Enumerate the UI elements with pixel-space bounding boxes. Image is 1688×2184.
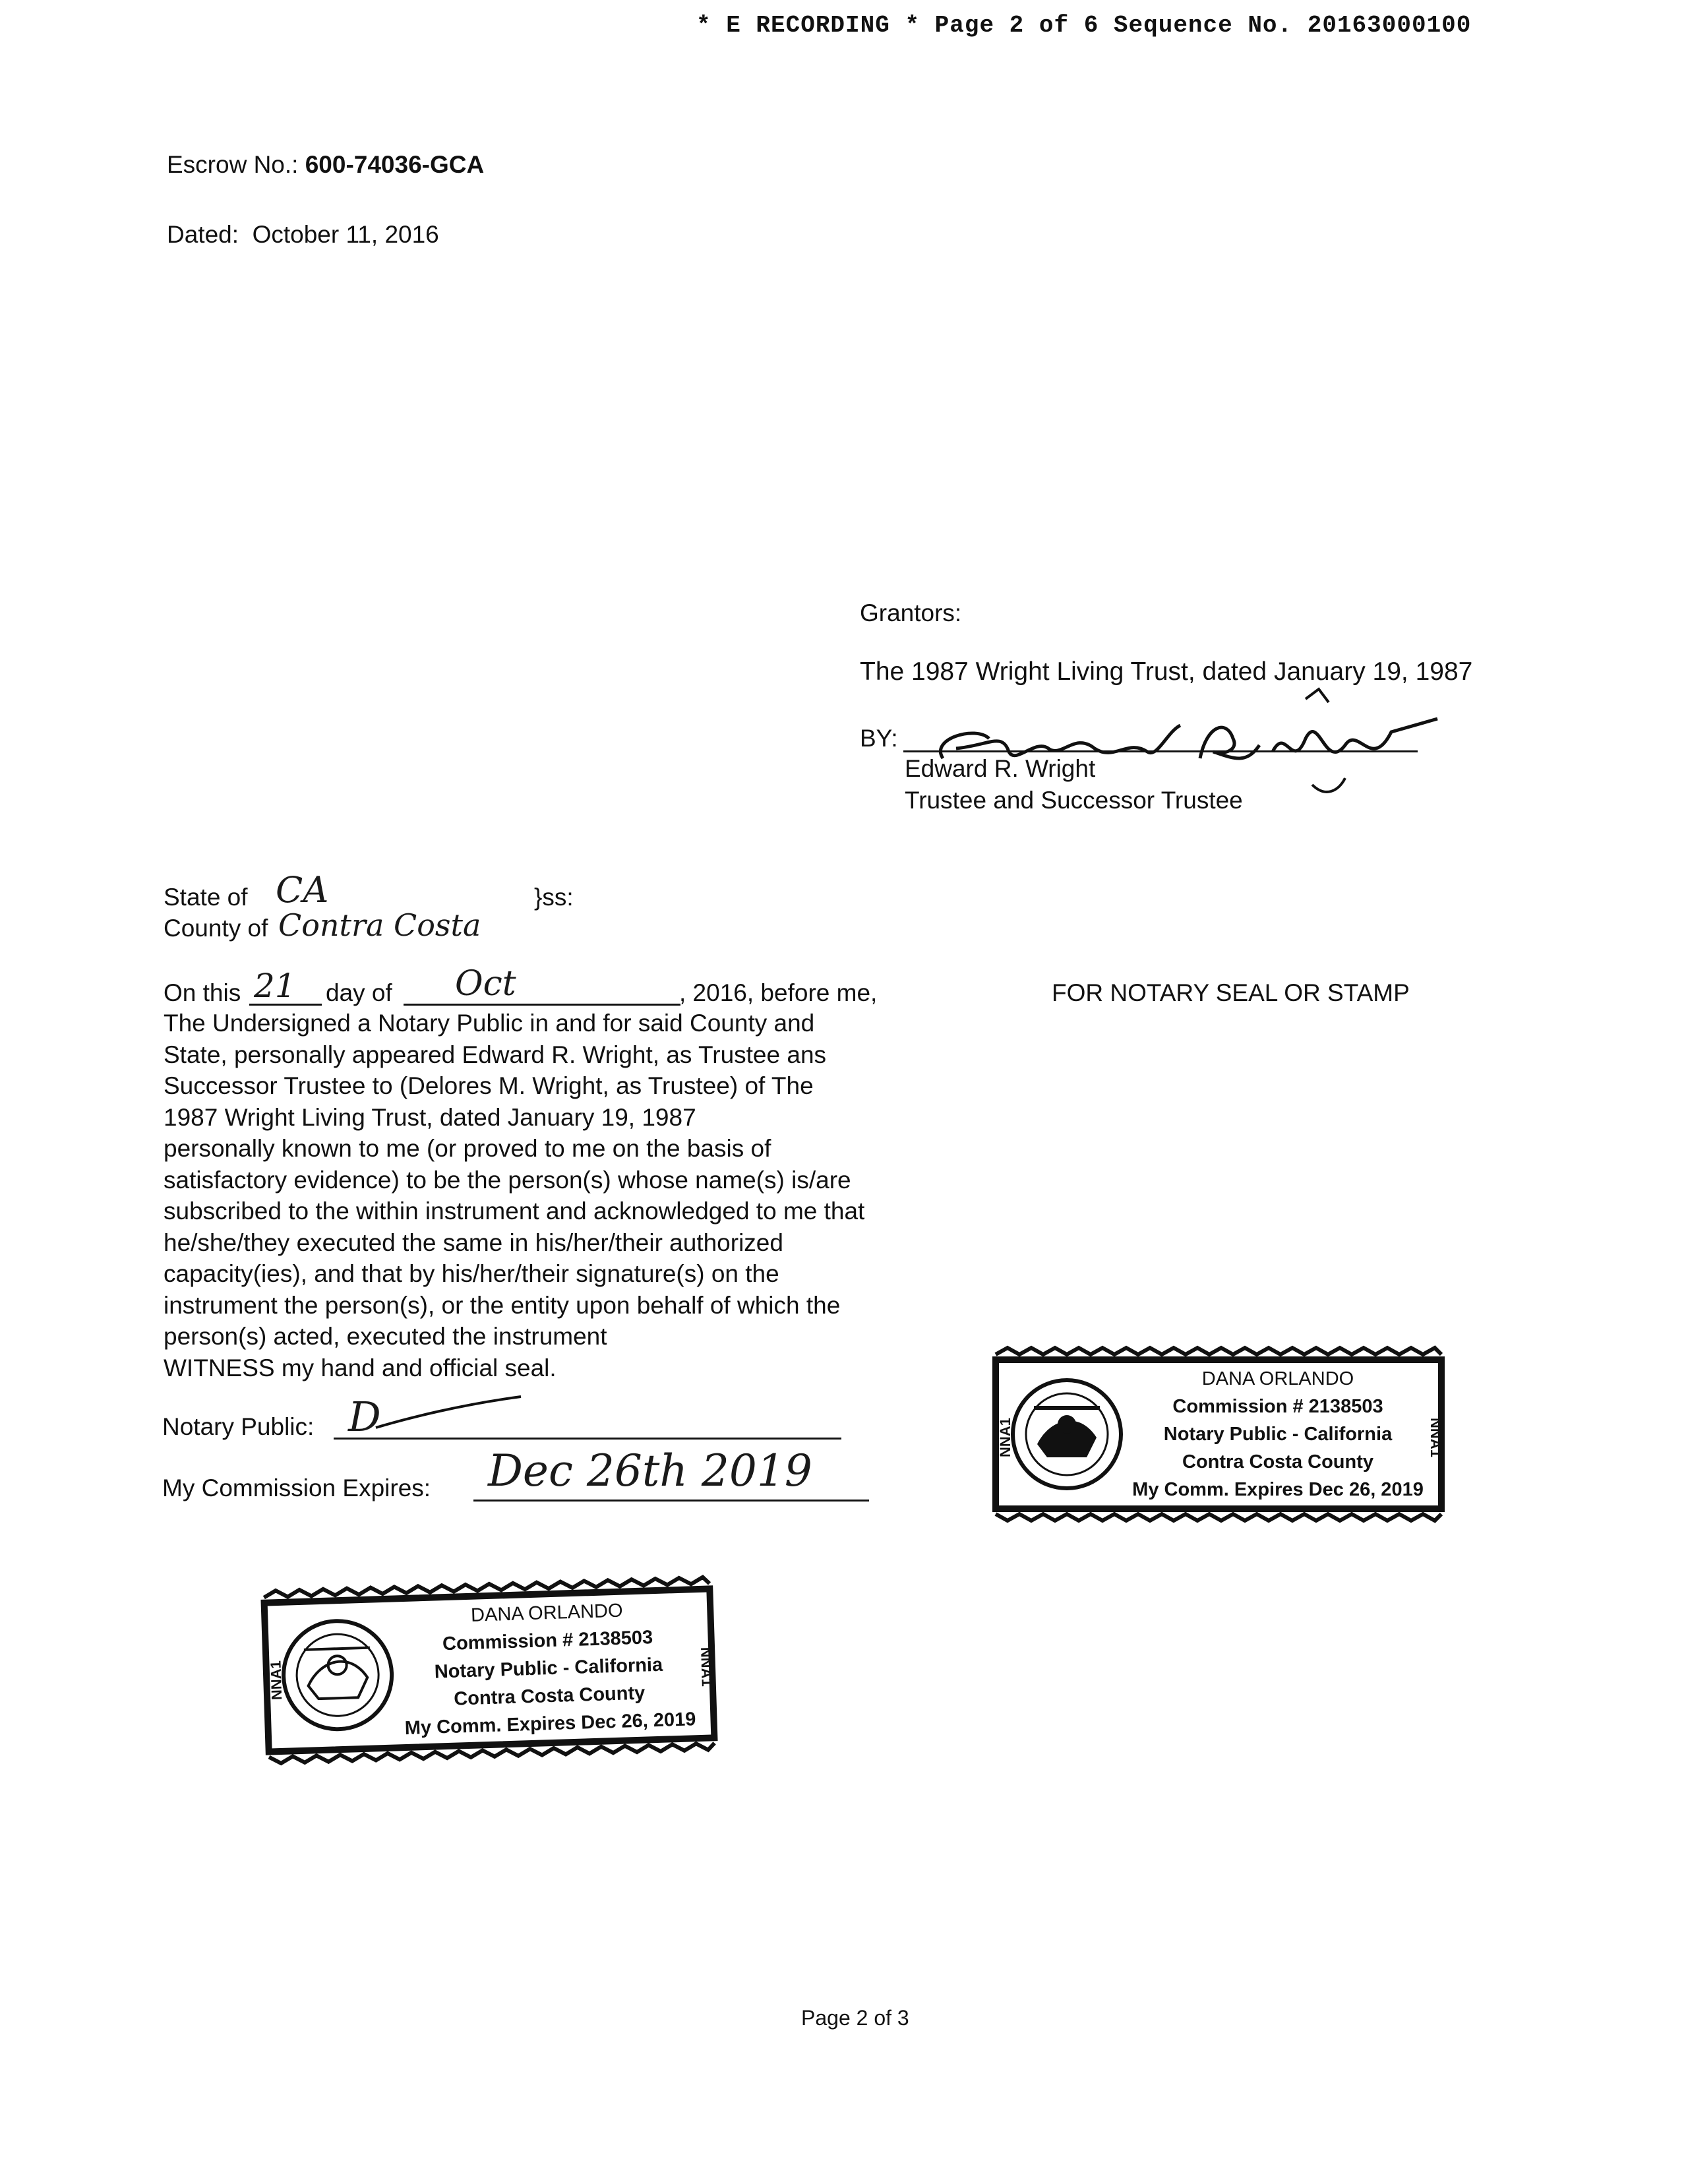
- commission-value: Dec 26th 2019: [488, 1445, 812, 1496]
- ack-line: 1987 Wright Living Trust, dated January 19, 1987: [164, 1103, 696, 1131]
- notary-seal-label: FOR NOTARY SEAL OR STAMP: [1052, 979, 1410, 1006]
- dated-value: October 11, 2016: [252, 221, 439, 248]
- commission-line: [473, 1500, 869, 1502]
- ack-line: Successor Trustee to (Delores M. Wright, as Trustee) of The: [164, 1072, 814, 1099]
- signer-title: Trustee and Successor Trustee: [905, 787, 1243, 814]
- ack-line: State, personally appeared Edward R. Wright, as Trustee ans: [164, 1041, 827, 1068]
- state-label: State of: [164, 884, 248, 911]
- svg-text:NNA1: NNA1: [267, 1660, 286, 1701]
- signer-name: Edward R. Wright: [905, 755, 1096, 782]
- county-value: Contra Costa: [278, 907, 481, 943]
- dated-line: [167, 219, 439, 250]
- svg-text:NNA1: NNA1: [698, 1647, 715, 1687]
- recording-header: * E RECORDING * Page 2 of 6 Sequence No. 20163000100: [696, 12, 1472, 39]
- ack-line: satisfactory evidence) to be the person(s) whose name(s) is/are: [164, 1166, 851, 1194]
- ack-line: The Undersigned a Notary Public in and for said County and: [164, 1010, 815, 1037]
- stamp-county: Contra Costa County: [453, 1682, 646, 1710]
- month-line: [404, 1004, 680, 1006]
- year-text: , 2016, before me,: [679, 979, 878, 1006]
- county-label: County of: [164, 915, 268, 942]
- page-footer: Page 2 of 3: [801, 2006, 909, 2030]
- stamp-county: Contra Costa County: [1182, 1451, 1373, 1472]
- stamp-name: DANA ORLANDO: [470, 1600, 623, 1626]
- california-seal-icon: [1013, 1380, 1121, 1488]
- stamp-expires: My Comm. Expires Dec 26, 2019: [1132, 1479, 1424, 1500]
- state-value: CA: [276, 869, 329, 911]
- dated-label: Dated:: [167, 221, 239, 248]
- stamp-name: DANA ORLANDO: [1201, 1368, 1354, 1389]
- ack-line: person(s) acted, executed the instrument: [164, 1323, 607, 1350]
- on-this-label: On this: [164, 979, 241, 1006]
- ss-mark: }ss:: [534, 884, 574, 911]
- grantors-heading: Grantors:: [860, 599, 962, 626]
- stamp-expires: My Comm. Expires Dec 26, 2019: [404, 1709, 696, 1740]
- stamp-title: Notary Public - California: [434, 1654, 663, 1683]
- by-label: BY:: [860, 725, 898, 752]
- acknowledgment-body: [164, 1008, 864, 1383]
- california-seal-icon: [282, 1620, 394, 1731]
- notary-label: Notary Public:: [162, 1413, 315, 1440]
- escrow-number: 600-74036-GCA: [305, 151, 485, 178]
- day-of-label: day of: [326, 979, 392, 1006]
- month-value: Oct: [455, 964, 516, 1004]
- escrow-line: [167, 149, 484, 180]
- stamp-commission: Commission # 2138503: [1172, 1396, 1383, 1417]
- escrow-label: Escrow No.:: [167, 151, 299, 178]
- ack-line: he/she/they executed the same in his/her/their authorized: [164, 1228, 783, 1256]
- svg-text:NNA1: NNA1: [1428, 1418, 1444, 1457]
- day-value: 21: [254, 967, 296, 1005]
- stamp-title: Notary Public - California: [1163, 1424, 1393, 1445]
- trust-line: The 1987 Wright Living Trust, dated January 19, 1987: [860, 657, 1473, 686]
- commission-label: My Commission Expires:: [162, 1474, 431, 1502]
- ack-line: subscribed to the within instrument and acknowledged to me that: [164, 1198, 865, 1225]
- ack-line: WITNESS my hand and official seal.: [164, 1354, 557, 1381]
- notary-stamp-right: [988, 1345, 1449, 1523]
- notary-signature-stroke: [369, 1391, 528, 1444]
- notary-signature: D: [348, 1393, 381, 1441]
- ack-line: capacity(ies), and that by his/her/their signature(s) on the: [164, 1260, 779, 1287]
- svg-text:NNA1: NNA1: [997, 1418, 1013, 1457]
- state-line: [164, 882, 248, 913]
- ack-line: instrument the person(s), or the entity upon behalf of which the: [164, 1291, 841, 1319]
- day-line: [249, 1004, 322, 1006]
- stamp-commission: Commission # 2138503: [442, 1627, 653, 1655]
- ack-line: personally known to me (or proved to me on the basis of: [164, 1135, 771, 1162]
- notary-stamp-left: [256, 1574, 723, 1767]
